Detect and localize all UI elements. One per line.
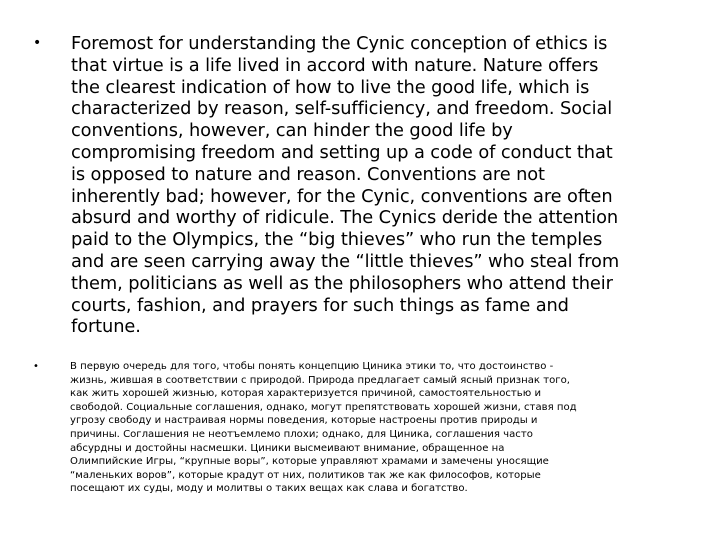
bullet-marker: • (33, 35, 42, 51)
bullet-item-russian (33, 360, 713, 510)
bullet-marker: • (33, 361, 39, 372)
bullet-item-english (33, 33, 713, 363)
bullet-text-russian: В первую очередь для того, чтобы понять концепцию Циника этики то, что достоинство - жизнь, жившая в соответствии с природой. Природа предлагает самый ясный признак того, как жить хорошей жизнью, которая характеризуется причиной, самостоятельностью и свободой. Социальные соглашения, однако, могут препятствовать хорошей жизни, ставя под угрозу свободу и настраивая нормы поведения, которые настроены против природы и причины. Соглашения не неотъемлемо плохи; однако, для Циника, соглашения часто абсурдны и достойны насмешки. Циники высмеивают внимание, обращенное на Олимпийские Игры, “крупные воры”, которые управляют храмами и замечены уносящие “маленьких воров”, которые крадут от них, политиков так же как философов, которые посещают их суды, моду и молитвы о таких вещах как слава и богатство. (70, 361, 577, 495)
bullet-text-english: Foremost for understanding the Cynic conception of ethics is that virtue is a life lived in accord with nature. Nature offers the clearest indication of how to live the good life, which is characterized by reason, self-sufficiency, and freedom. Social conventions, however, can hinder the good life by compromising freedom and setting up a code of conduct that is opposed to nature and reason. Conventions are not inherently bad; however, for the Cynic, conventions are often absurd and worthy of ridicule. The Cynics deride the attention paid to the Olympics, the “big thieves” who run the temples and are seen carrying away the “little thieves” who steal from them, politicians as well as the philosophers who attend their courts, fashion, and prayers for such things as fame and fortune. (71, 33, 620, 338)
